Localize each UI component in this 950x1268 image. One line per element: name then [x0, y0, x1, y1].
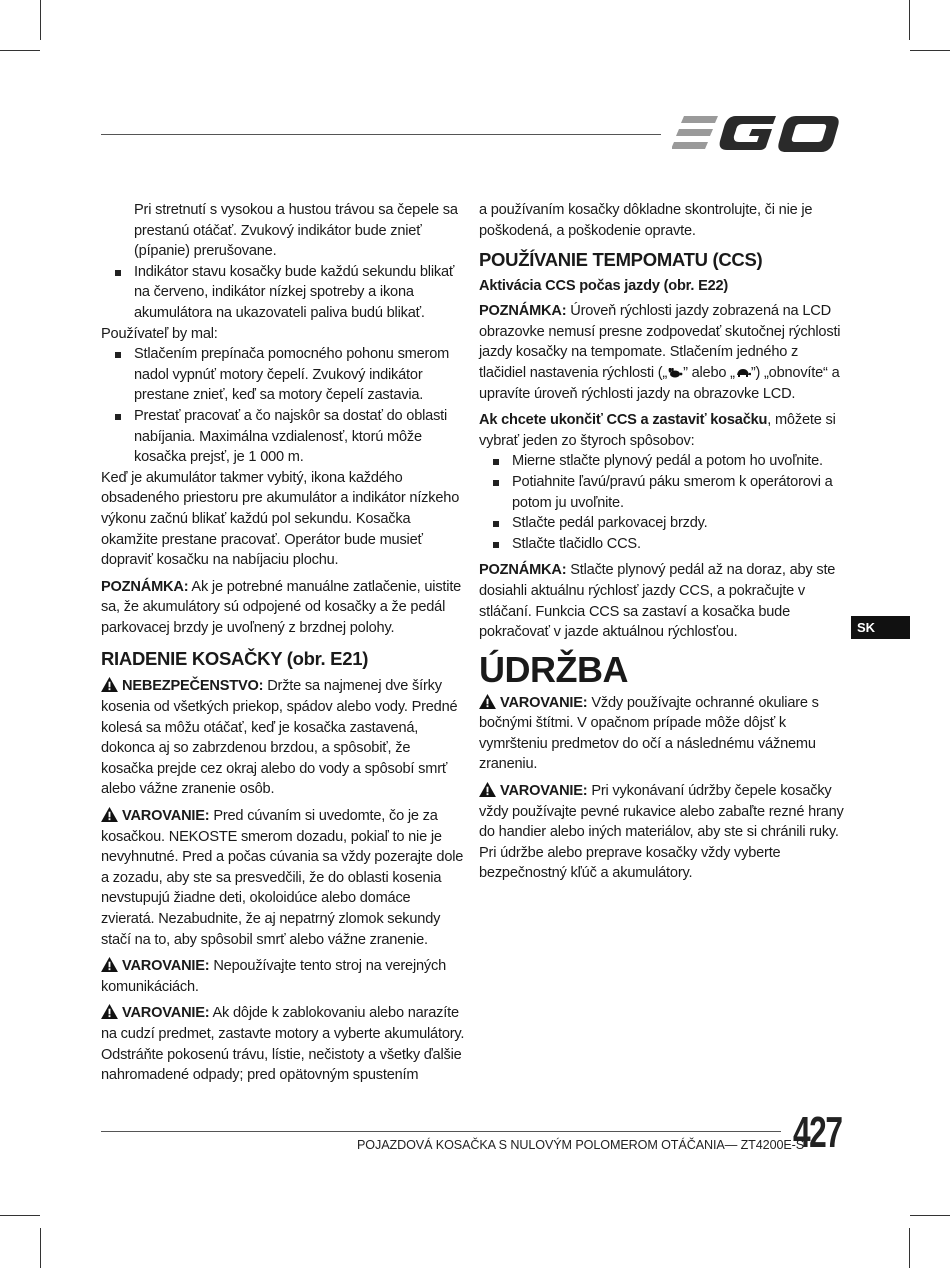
paragraph: Pri stretnutí s vysokou a hustou trávou sa čepele sa prestanú otáčať. Zvukový indikátor bude znieť (pípanie) prerušovane. — [134, 202, 458, 260]
note-label: POZNÁMKA: — [479, 303, 567, 320]
warning-text: Pred cúvaním si uvedomte, čo je za kosačkou. NEKOSTE smerom dozadu, pokiaľ to nie je nevyhnutné. Pred a počas cúvania sa vždy pozerajte dole a zozadu, aby ste sa presvedčili, že do oblasti kosenia nevstupujú žiadne deti, okoloidúce alebo domáce zvieratá. Nezabudnite, že aj nepatrný zlomok sekundy stačí na to, aby spôsobil smrť alebo vážne zranenie. — [101, 808, 464, 948]
sub-heading: Aktivácia CCS počas jazdy (obr. E22) — [479, 278, 729, 295]
note-paragraph — [479, 560, 847, 642]
warning-text: Pri vykonávaní údržby čepele kosačky vždy používajte pevné rukavice alebo zabaľte rezné hrany do handier alebo iných materiálov, aby ste si chránili ruky. Pri údržbe alebo preprave kosačky vždy vyberte bezpečnostný kľúč a akumulátory. — [479, 783, 844, 882]
warning-paragraph — [479, 693, 847, 775]
warning-triangle-icon — [479, 782, 496, 797]
list-item: Prestať pracovať a čo najskôr sa dostať do oblasti nabíjania. Maximálna vzdialenosť, ktorú môže kosačka prejsť, je 1 000 m. — [101, 406, 466, 468]
note-text: Stlačte plynový pedál až na doraz, aby ste dosiahli aktuálnu rýchlosť jazdy CCS, a pokračujte v stláčaní. Funkcia CCS sa zastaví a kosačka bude pokračovať v jazde aktuálnou rýchlosťou. — [479, 562, 836, 641]
footer-text: POJAZDOVÁ KOSAČKA S NULOVÝM POLOMEROM OTÁČANIA— ZT4200E-S — [357, 1138, 805, 1152]
note-label: POZNÁMKA: — [101, 578, 189, 595]
warning-text: Ak dôjde k zablokovaniu alebo narazíte na cudzí predmet, zastavte motory a vyberte akumulátory. Odstráňte pokosenú trávu, lístie, nečistoty a všetky ďalšie nahromadené odpady; pred opätovným spustením — [101, 1005, 465, 1084]
section-heading: RIADENIE KOSAČKY (obr. E21) — [101, 648, 369, 670]
warning-text: Vždy používajte ochranné okuliare s bočnými štítmi. V opačnom prípade môže dôjsť k vymršteniu predmetov do očí a následnému vážnemu zraneniu. — [479, 694, 819, 773]
warning-triangle-icon — [479, 694, 496, 709]
footer-rule — [101, 1131, 781, 1132]
warning-triangle-icon — [101, 807, 118, 822]
warning-label: VAROVANIE: — [122, 1005, 210, 1022]
warning-text: Nepoužívajte tento stroj na verejných komunikáciách. — [101, 958, 447, 995]
bullet-list — [479, 451, 847, 554]
crop-mark — [910, 1215, 950, 1216]
turtle-icon — [735, 368, 751, 378]
note-text: Úroveň rýchlosti jazdy zobrazená na LCD obrazovke nemusí presne zodpovedať skutočnej rýchlosti jazdy kosačky na tempomate. Stlačením jedného z tlačidiel nastavenia rýchlosti („ — [479, 303, 841, 381]
crop-mark — [0, 1215, 40, 1216]
bold-lead: Ak chcete ukončiť CCS a zastaviť kosačku — [479, 412, 768, 429]
language-tab: SK — [851, 616, 910, 639]
note-text: ” alebo „ — [683, 364, 735, 381]
warning-label: VAROVANIE: — [500, 783, 588, 800]
paragraph-text: , môžete si vybrať jeden zo štyroch spôsobov: — [479, 412, 836, 449]
danger-paragraph — [101, 676, 466, 800]
note-text: ”) „obnovíte“ a upravíte úroveň rýchlosti jazdy na obrazovke LCD. — [479, 364, 840, 402]
page-number: 427 — [793, 1108, 842, 1157]
list-item: Stlačte tlačidlo CCS. — [479, 534, 847, 555]
header-rule — [101, 134, 661, 135]
paragraph: Používateľ by mal: — [101, 325, 218, 342]
right-column — [479, 200, 847, 890]
warning-paragraph — [479, 781, 847, 884]
danger-label: NEBEZPEČENSTVO: — [122, 678, 264, 695]
warning-triangle-icon — [101, 957, 118, 972]
paragraph — [479, 410, 847, 451]
warning-label: VAROVANIE: — [122, 808, 210, 825]
crop-mark — [0, 50, 40, 51]
list-item: Indikátor stavu kosačky bude každú sekundu blikať na červeno, indikátor nízkej spotreby a ikona akumulátora na ukazovateli paliva budú blikať. — [101, 262, 466, 324]
warning-triangle-icon — [101, 1004, 118, 1019]
danger-text: Držte sa najmenej dve šírky kosenia od všetkých priekop, spádov alebo vody. Predné kolesá sa môžu otáčať, keď je kosačka zastavená, dokonca aj so zabrzdenou brzdou, a spôsobiť, že kosačka prejde cez okraj alebo do vody a spôsobí smrť alebo vážne zranenie osôb. — [101, 678, 458, 798]
paragraph: a používaním kosačky dôkladne skontrolujte, či nie je poškodená, a poškodenie opravte. — [479, 202, 813, 239]
paragraph: Keď je akumulátor takmer vybitý, ikona každého obsadeného priestoru pre akumulátor a indikátor nízkeho výkonu začnú blikať každú pol sekundu. Kosačka okamžite prestane pracovať. Operátor bude musieť dopraviť kosačku na nabíjaciu plochu. — [101, 469, 460, 569]
rabbit-icon — [667, 368, 683, 378]
warning-label: VAROVANIE: — [122, 958, 210, 975]
chapter-heading: ÚDRŽBA — [479, 648, 628, 690]
note-paragraph — [101, 577, 466, 639]
note-text: Ak je potrebné manuálne zatlačenie, uistite sa, že akumulátory sú odpojené od kosačky a že pedál parkovacej brzdy je uvoľnený z brzdnej polohy. — [101, 578, 462, 636]
warning-paragraph — [101, 956, 466, 997]
section-heading: POUŽÍVANIE TEMPOMATU (CCS) — [479, 249, 763, 271]
note-paragraph — [479, 301, 847, 404]
crop-mark — [40, 0, 41, 40]
note-label: POZNÁMKA: — [479, 562, 567, 579]
ego-logo — [672, 114, 844, 154]
crop-mark — [909, 0, 910, 40]
list-item: Stlačte pedál parkovacej brzdy. — [479, 513, 847, 534]
list-item: Stlačením prepínača pomocného pohonu smerom nadol vypnúť motory čepelí. Zvukový indikátor prestane znieť, keď sa motory čepelí zastavia. — [101, 344, 466, 406]
crop-mark — [910, 50, 950, 51]
left-column — [101, 200, 466, 1092]
crop-mark — [909, 1228, 910, 1268]
list-item: Potiahnite ľavú/pravú páku smerom k operátorovi a potom ju uvoľnite. — [479, 472, 847, 513]
crop-mark — [40, 1228, 41, 1268]
warning-label: VAROVANIE: — [500, 694, 588, 711]
bullet-list — [101, 344, 466, 468]
warning-triangle-icon — [101, 677, 118, 692]
bullet-list — [101, 262, 466, 324]
warning-paragraph — [101, 1003, 466, 1085]
warning-paragraph — [101, 806, 466, 950]
list-item: Mierne stlačte plynový pedál a potom ho uvoľnite. — [479, 451, 847, 472]
